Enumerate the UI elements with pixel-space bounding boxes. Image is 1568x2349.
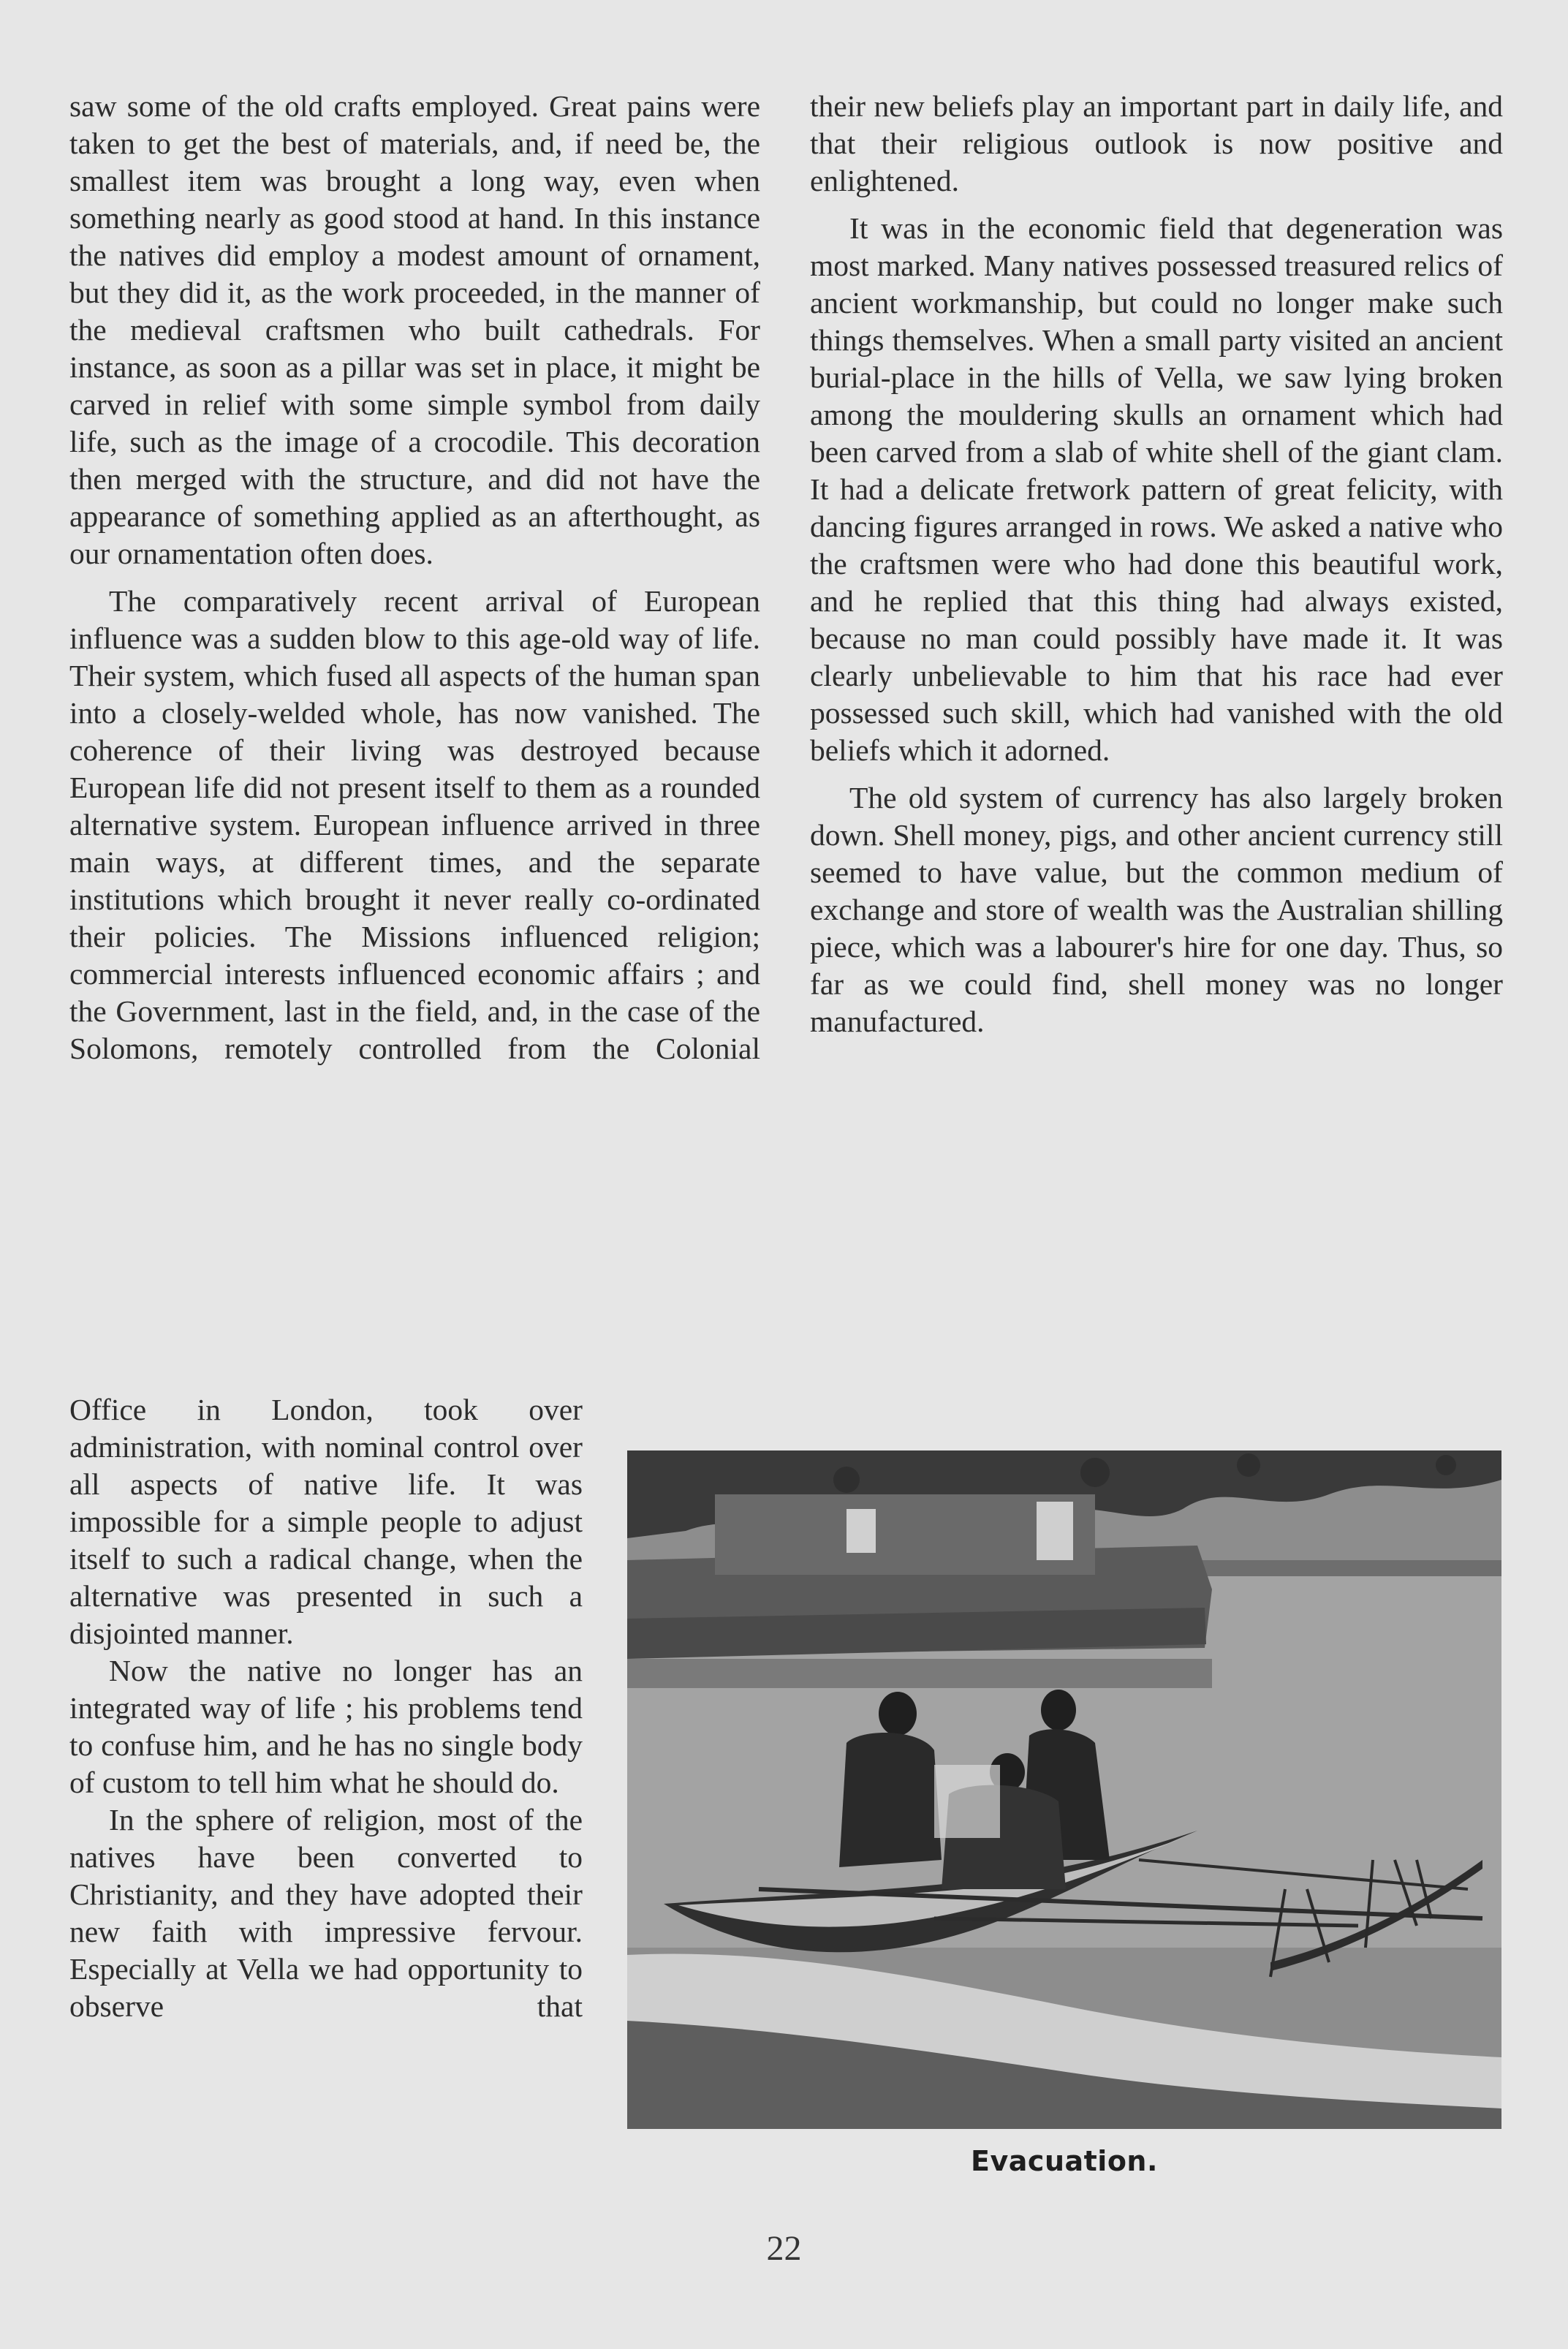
page-number: 22: [766, 2229, 802, 2268]
right-column: [810, 88, 1503, 1040]
left-column-bottom: [69, 1391, 583, 2025]
photo-illustration: [627, 1450, 1501, 2129]
paragraph-integrated-life: Now the native no longer has an integrated way of life ; his problems tend to confuse him, and he has no single body of custom to tell him what he should do.: [69, 1654, 583, 1799]
left-column-top: [69, 88, 760, 1067]
evacuation-photograph: [627, 1450, 1501, 2129]
paragraph-religion: In the sphere of religion, most of the natives have been converted to Christianity, and they have adopted their new faith with impressive fervour. Especially at Vella we had opportunity to observe that: [69, 1803, 583, 2023]
paragraph-european-influence: The comparatively recent arrival of European influence was a sudden blow to this age-old way of life. Their system, which fused all aspects of the human span into a closely-welded whole, has now vanished. The coherence of their living was destroyed because European life did not present itself to them as a rounded alternative system. European influence arrived in three main ways, at different times, and the separate institutions which brought it never really co-ordinated their policies. The Missions influenced religion; commercial interests influenced economic affairs ; and the Government, last in the field, and, in the case of the Solomons, remotely controlled from the Colonial: [69, 584, 760, 1065]
paragraph-currency: The old system of currency has also largely broken down. Shell money, pigs, and other ancient currency still seemed to have value, but the common medium of exchange and store of wealth was the Australian shilling piece, which was a labourer's hire for one day. Thus, so far as we could find, shell money was no longer manufactured.: [810, 781, 1503, 1038]
paragraph-beliefs: their new beliefs play an important part in daily life, and that their religious outlook is now positive and enlightened.: [810, 89, 1503, 197]
paragraph-administration: Office in London, took over administration, with nominal control over all aspects of native life. It was impossible for a simple people to adjust itself to such a radical change, when the alternative was presented in such a disjointed manner.: [69, 1393, 583, 1650]
paragraph-economic-field: It was in the economic field that degeneration was most marked. Many natives possessed treasured relics of ancient workmanship, but could no longer make such things themselves. When a small party visited an ancient burial-place in the hills of Vella, we saw lying broken among the mouldering skulls an ornament which had been carved from a slab of white shell of the giant clam. It had a delicate fretwork pattern of great felicity, with dancing figures arranged in rows. We asked a native who the craftsmen were who had done this beautiful work, and he replied that this thing had always existed, because no man could possibly have made it. It was clearly unbelievable to him that his race had ever possessed such skill, which had vanished with the old beliefs which it adorned.: [810, 211, 1503, 767]
photo-caption: Evacuation.: [971, 2145, 1158, 2177]
paragraph-continued: saw some of the old crafts employed. Great pains were taken to get the best of materials, and, if need be, the smallest item was brought a long way, even when something nearly as good stood at hand. In this instance the natives did employ a modest amount of ornament, but they did it, as the work proceeded, in the manner of the medieval craftsmen who built cathedrals. For instance, as soon as a pillar was set in place, it might be carved in relief with some simple symbol from daily life, such as the image of a crocodile. This decoration then merged with the structure, and did not have the appearance of something applied as an afterthought, as our ornamentation often does.: [69, 89, 760, 570]
